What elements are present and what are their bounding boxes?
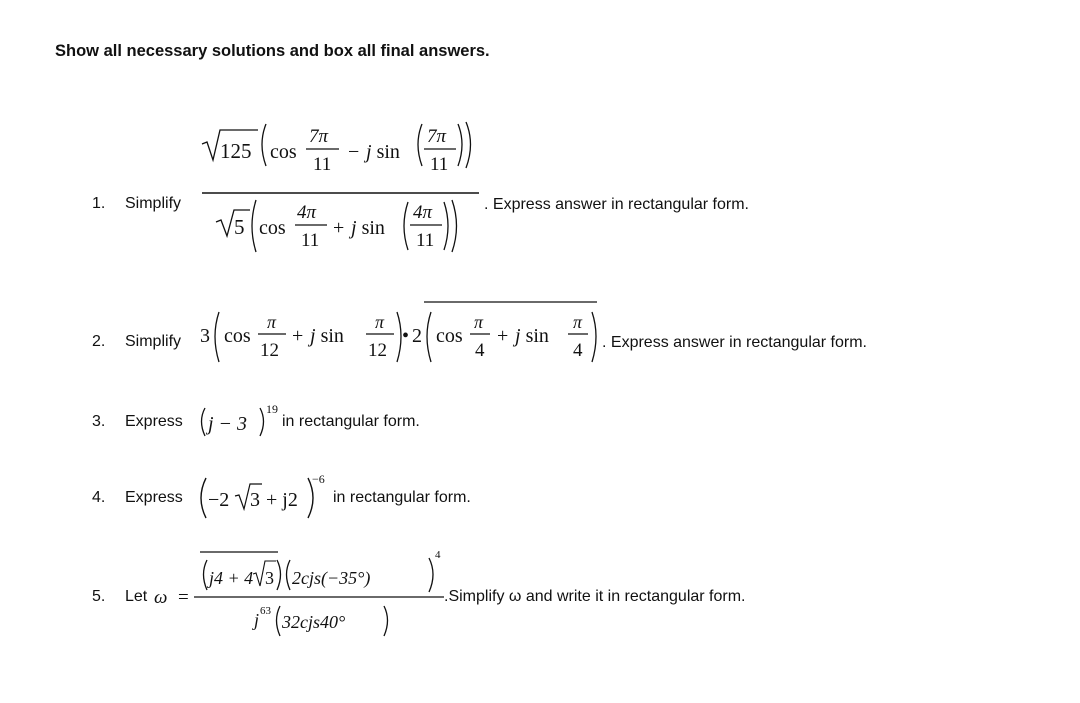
cos-label: cos [270, 141, 297, 163]
first-coefficient: 3 [200, 325, 210, 347]
angle-numerator: π [474, 312, 484, 332]
right-paren [397, 312, 401, 362]
cos-label: cos [224, 325, 251, 347]
plus-operator: + [292, 325, 304, 347]
radicand: 3 [265, 568, 274, 588]
dot-operator: • [402, 325, 410, 347]
equals-sign: = [178, 587, 189, 608]
base-expression: j − 3 [208, 413, 248, 435]
cos-label: cos [436, 325, 463, 347]
operator: + [333, 217, 345, 239]
plus-operator: + [497, 325, 509, 347]
right-paren [384, 606, 388, 636]
angle-numerator: π [375, 312, 385, 332]
exponent: 4 [435, 549, 441, 561]
instructions-heading: Show all necessary solutions and box all final answers. [55, 42, 490, 60]
j-sin-label: j sin [366, 141, 400, 163]
angle-denominator: 4 [475, 340, 485, 361]
problem-5-expression [152, 546, 452, 638]
problem-3-instruction: in rectangular form. [282, 413, 420, 430]
left-paren [262, 124, 266, 166]
problem-1-denominator [216, 200, 457, 252]
problem-2-label: Simplify [125, 333, 182, 350]
denominator-radicand: 5 [234, 215, 245, 239]
j-power: 63 [260, 605, 271, 617]
problem-1-number: 1. [92, 195, 106, 212]
inner-angle-denominator: 11 [416, 230, 435, 251]
inner-angle-numerator: 7π [427, 126, 447, 147]
angle-numerator: 4π [297, 202, 317, 223]
problem-5-number: 5. [92, 588, 106, 605]
problem-1-expression [196, 118, 486, 268]
j-sin-label: j sin [515, 325, 549, 347]
j-base: j [254, 610, 260, 630]
inner-left-paren [404, 202, 408, 250]
right-paren [452, 200, 457, 252]
left-paren [277, 606, 281, 636]
angle-denominator: 11 [301, 230, 320, 251]
j-sin-label: j sin [351, 217, 385, 239]
angle-denominator: 12 [260, 340, 279, 361]
operator: − [348, 141, 360, 163]
base-prefix: −2 [208, 489, 230, 511]
problem-1-numerator [202, 122, 471, 175]
inner-angle-numerator: 4π [413, 202, 433, 223]
j-sin-label: j sin [310, 325, 344, 347]
right-paren [277, 560, 281, 590]
left-paren [215, 312, 219, 362]
problem-5-numerator [200, 549, 441, 592]
exponent: 19 [266, 402, 278, 416]
right-paren [260, 408, 264, 436]
numerator-radicand: 125 [220, 139, 252, 163]
problem-1-instruction: . Express answer in rectangular form. [484, 196, 749, 213]
sqrt-sign [216, 210, 250, 236]
angle-numerator: π [267, 312, 277, 332]
problem-4-label: Express [125, 489, 183, 506]
base-suffix: + j2 [266, 489, 298, 511]
left-paren [427, 312, 431, 362]
problem-4-instruction: in rectangular form. [333, 489, 471, 506]
problem-3-number: 3. [92, 413, 106, 430]
cos-label: cos [259, 217, 286, 239]
second-coefficient: 2 [412, 325, 422, 347]
problem-1-label: Simplify [125, 195, 182, 212]
inner-left-paren [418, 124, 422, 166]
angle-denominator: 12 [368, 340, 387, 361]
omega-symbol: ω [154, 587, 168, 608]
problem-4-expression [196, 474, 332, 520]
left-paren [202, 408, 206, 436]
right-paren [592, 312, 596, 362]
problem-5-denominator [252, 605, 388, 636]
problem-2-number: 2. [92, 333, 106, 350]
left-paren [287, 560, 291, 590]
second-term: 2cjs(−35°) [292, 568, 371, 588]
inner-angle-denominator: 11 [430, 154, 449, 175]
inner-right-paren [458, 124, 462, 166]
problem-2-instruction: . Express answer in rectangular form. [602, 334, 867, 351]
angle-denominator: 4 [573, 340, 583, 361]
problem-5-label: Let [125, 588, 148, 605]
left-paren [252, 200, 256, 252]
left-paren [201, 478, 206, 518]
problem-5-instruction: .Simplify ω and write it in rectangular form. [444, 588, 746, 605]
denominator-term: 32cjs40° [282, 612, 346, 632]
angle-numerator: π [573, 312, 583, 332]
inner-right-paren [444, 202, 448, 250]
radicand: 3 [250, 489, 260, 511]
problem-3-label: Express [125, 413, 183, 430]
problem-4-number: 4. [92, 489, 106, 506]
right-paren [429, 558, 433, 592]
right-paren [466, 122, 471, 168]
angle-denominator: 11 [313, 154, 332, 175]
angle-numerator: 7π [309, 126, 329, 147]
problem-3-expression [196, 400, 280, 440]
left-paren [204, 560, 208, 590]
exponent: −6 [312, 472, 325, 486]
first-term: j4 + 4 [209, 568, 254, 588]
problem-2-expression [200, 296, 610, 376]
